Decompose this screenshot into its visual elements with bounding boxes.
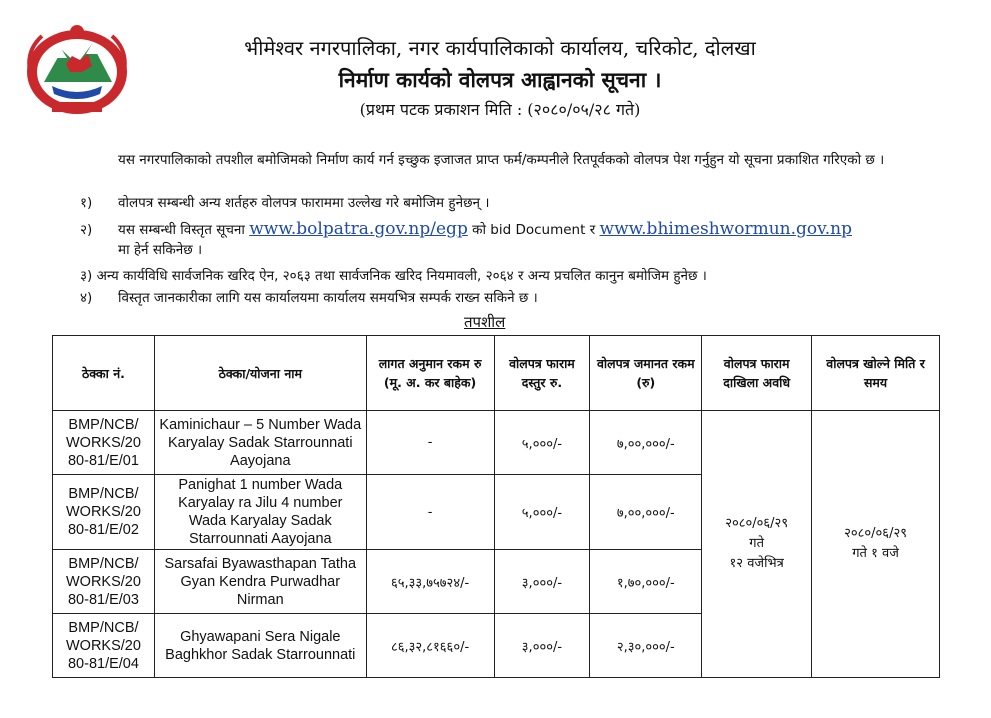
bolpatra-link[interactable]: www.bolpatra.gov.np/egp	[249, 219, 468, 239]
publication-date: (प्रथम पटक प्रकाशन मिति : (२०८०/०५/२८ गते)	[359, 100, 641, 119]
row-code: BMP/NCB/ WORKS/20 80-81/E/01	[53, 411, 155, 475]
header-deadline: वोलपत्र फाराम दाखिला अवधि	[702, 336, 812, 411]
deadline-date: २०८०/०६/२९	[725, 516, 789, 531]
office-name: भीमेश्वर नगरपालिका, नगर कार्यपालिकाको कार्यालय, चरिकोट, दोलखा	[244, 36, 756, 60]
point-text: यस सम्बन्धी विस्तृत सूचना	[118, 222, 245, 238]
row-estimate: ६५,३३,७५७२४/-	[366, 550, 494, 614]
row-security: ७,००,०००/-	[590, 411, 702, 475]
point-text: अन्य कार्यविधि सार्वजनिक खरिद ऐन, २०६३ तथा सार्वजनिक खरिद नियमावली, २०६४ र अन्य प्रचलित कानुन बमोजिम हुनेछ ।	[96, 268, 707, 284]
point-text-mid: को bid Document र	[472, 222, 596, 238]
row-fee: ५,०००/-	[494, 475, 590, 550]
header-security: वोलपत्र जमानत रकम (रु)	[590, 336, 702, 411]
opening-time: गते १ वजे	[852, 546, 899, 561]
intro-paragraph: यस नगरपालिकाको तपशील बमोजिमको निर्माण कार्य गर्न इच्छुक इजाजत प्राप्त फर्म/कम्पनीले रितपूर्वकको वोलपत्र पेश गर्नुहुन यो सूचना प्रकाशित गरिएको छ ।	[118, 152, 885, 168]
point-3	[80, 266, 707, 287]
row-estimate: -	[366, 411, 494, 475]
deadline-cell	[702, 411, 812, 678]
point-1	[80, 193, 489, 214]
opening-date: २०८०/०६/२९	[844, 526, 907, 541]
row-name: Kaminichaur – 5 Number Wada Karyalay Sadak Starrounnati Aayojana	[154, 411, 366, 475]
point-2	[80, 219, 852, 241]
header-name: ठेक्का/योजना नाम	[154, 336, 366, 411]
header-estimate: लागत अनुमान रकम रु (मू. अ. कर बाहेक)	[366, 336, 494, 411]
tender-table	[52, 335, 940, 678]
row-security: २,३०,०००/-	[590, 614, 702, 678]
notice-title: निर्माण कार्यको वोलपत्र आह्वानको सूचना ।	[338, 68, 662, 92]
point-number: ४)	[80, 290, 93, 306]
row-fee: ३,०००/-	[494, 614, 590, 678]
row-estimate: -	[366, 475, 494, 550]
header-code: ठेक्का नं.	[53, 336, 155, 411]
municipality-link[interactable]: www.bhimeshwormun.gov.np	[599, 219, 852, 239]
header-opening: वोलपत्र खोल्ने मिति र समय	[812, 336, 940, 411]
row-name: Sarsafai Byawasthapan Tatha Gyan Kendra Purwadhar Nirman	[154, 550, 366, 614]
row-code: BMP/NCB/ WORKS/20 80-81/E/04	[53, 614, 155, 678]
deadline-time: १२ वजेभित्र	[729, 556, 784, 571]
row-estimate: ८६,३२,८१६६०/-	[366, 614, 494, 678]
row-fee: ३,०००/-	[494, 550, 590, 614]
table-row	[53, 411, 940, 475]
row-security: १,७०,०००/-	[590, 550, 702, 614]
row-code: BMP/NCB/ WORKS/20 80-81/E/02	[53, 475, 155, 550]
opening-cell	[812, 411, 940, 678]
point-text: वोलपत्र सम्बन्धी अन्य शर्तहरु वोलपत्र फाराममा उल्लेख गरे बमोजिम हुनेछन् ।	[118, 195, 490, 211]
point-text: विस्तृत जानकारीका लागि यस कार्यालयमा कार्यालय समयभित्र सम्पर्क राख्न सकिने छ ।	[118, 290, 538, 306]
table-header-row	[53, 336, 940, 411]
nepal-emblem-icon	[22, 20, 132, 118]
point-number: १)	[80, 195, 93, 211]
row-name: Ghyawapani Sera Nigale Baghkhor Sadak Starrounnati	[154, 614, 366, 678]
row-name: Panighat 1 number Wada Karyalay ra Jilu 4 number Wada Karyalay Sadak Starrounnati Aayojana	[154, 475, 366, 550]
point-number: ३)	[80, 268, 93, 284]
row-security: ७,००,०००/-	[590, 475, 702, 550]
point-2-continued: मा हेर्न सकिनेछ ।	[118, 242, 203, 258]
header-fee: वोलपत्र फाराम दस्तुर रु.	[494, 336, 590, 411]
deadline-day: गते	[749, 536, 765, 551]
table-caption: तपशील	[464, 313, 506, 331]
point-number: २)	[80, 222, 93, 238]
row-code: BMP/NCB/ WORKS/20 80-81/E/03	[53, 550, 155, 614]
row-fee: ५,०००/-	[494, 411, 590, 475]
point-4	[80, 288, 538, 309]
